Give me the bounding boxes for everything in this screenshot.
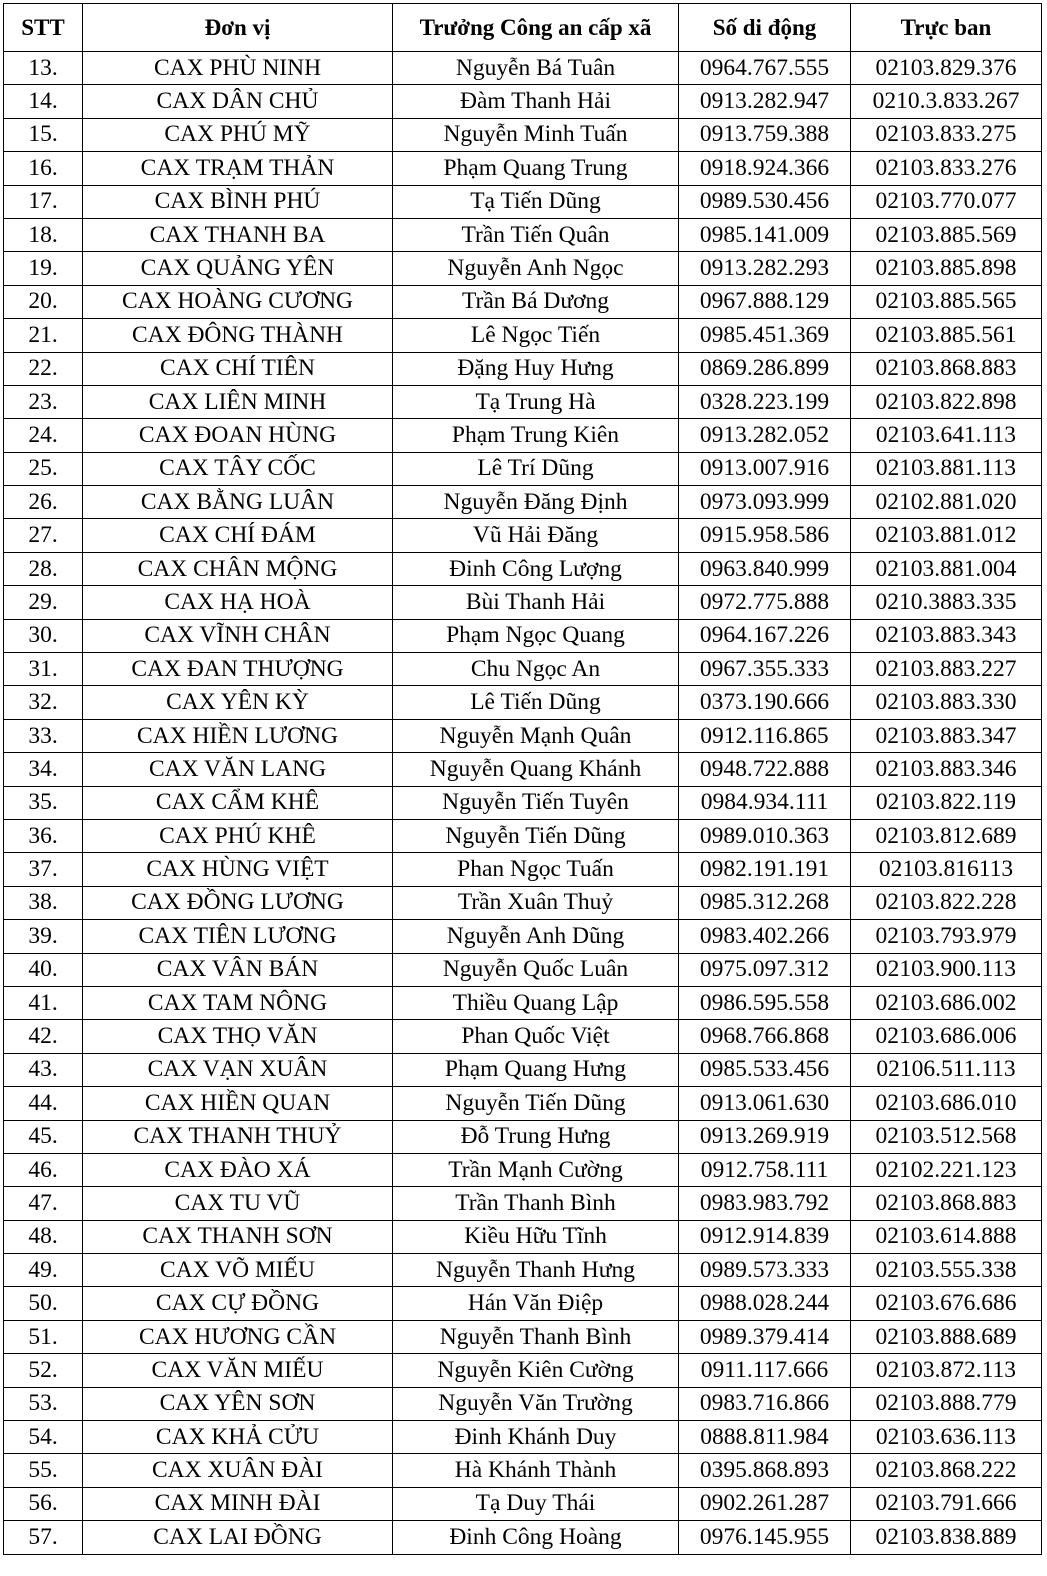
- cell-unit: CAX YÊN SƠN: [83, 1387, 393, 1420]
- cell-stt: 52.: [4, 1354, 83, 1387]
- header-stt: STT: [4, 4, 83, 52]
- cell-chief: Nguyễn Anh Ngọc: [393, 252, 679, 285]
- cell-stt: 57.: [4, 1521, 83, 1554]
- cell-chief: Nguyễn Bá Tuân: [393, 52, 679, 85]
- cell-chief: Lê Tiến Dũng: [393, 686, 679, 719]
- cell-chief: Đinh Công Lượng: [393, 552, 679, 585]
- cell-unit: CAX PHÚ KHÊ: [83, 819, 393, 852]
- table-row: [4, 218, 1042, 251]
- cell-duty: 02103.883.347: [851, 719, 1042, 752]
- cell-duty: 02103.833.275: [851, 118, 1042, 151]
- cell-stt: 23.: [4, 385, 83, 418]
- table-row: [4, 85, 1042, 118]
- cell-mobile: 0972.775.888: [679, 586, 851, 619]
- cell-chief: Phạm Trung Kiên: [393, 419, 679, 452]
- cell-chief: Phan Ngọc Tuấn: [393, 853, 679, 886]
- cell-chief: Nguyễn Kiên Cường: [393, 1354, 679, 1387]
- cell-duty: 0210.3.833.267: [851, 85, 1042, 118]
- cell-mobile: 0912.914.839: [679, 1220, 851, 1253]
- table-row: [4, 385, 1042, 418]
- cell-mobile: 0985.141.009: [679, 218, 851, 251]
- cell-duty: 02103.636.113: [851, 1421, 1042, 1454]
- table-row: [4, 719, 1042, 752]
- table-row: [4, 519, 1042, 552]
- table-row: [4, 352, 1042, 385]
- cell-duty: 02102.221.123: [851, 1153, 1042, 1186]
- cell-unit: CAX KHẢ CỬU: [83, 1421, 393, 1454]
- cell-duty: 02103.838.889: [851, 1521, 1042, 1554]
- table-row: [4, 1120, 1042, 1153]
- cell-duty: 02103.555.338: [851, 1254, 1042, 1287]
- table-row: [4, 285, 1042, 318]
- table-row: [4, 586, 1042, 619]
- cell-chief: Phan Quốc Việt: [393, 1020, 679, 1053]
- cell-mobile: 0964.767.555: [679, 52, 851, 85]
- cell-duty: 02102.881.020: [851, 486, 1042, 519]
- cell-unit: CAX CHÍ TIÊN: [83, 352, 393, 385]
- cell-unit: CAX VĂN MIẾU: [83, 1354, 393, 1387]
- cell-stt: 47.: [4, 1187, 83, 1220]
- table-row: [4, 52, 1042, 85]
- cell-chief: Chu Ngọc An: [393, 653, 679, 686]
- cell-mobile: 0912.758.111: [679, 1153, 851, 1186]
- header-row: [4, 4, 1042, 52]
- cell-mobile: 0913.007.916: [679, 452, 851, 485]
- cell-unit: CAX ĐÀO XÁ: [83, 1153, 393, 1186]
- cell-chief: Nguyễn Tiến Dũng: [393, 819, 679, 852]
- cell-stt: 15.: [4, 118, 83, 151]
- cell-unit: CAX VẠN XUÂN: [83, 1053, 393, 1086]
- cell-unit: CAX TIÊN LƯƠNG: [83, 920, 393, 953]
- cell-unit: CAX PHÚ MỸ: [83, 118, 393, 151]
- cell-unit: CAX VÕ MIẾU: [83, 1254, 393, 1287]
- cell-stt: 19.: [4, 252, 83, 285]
- table-row: [4, 819, 1042, 852]
- cell-chief: Nguyễn Quốc Luân: [393, 953, 679, 986]
- cell-duty: 02103.822.898: [851, 385, 1042, 418]
- cell-stt: 28.: [4, 552, 83, 585]
- cell-mobile: 0902.261.287: [679, 1487, 851, 1520]
- cell-duty: 02103.885.565: [851, 285, 1042, 318]
- cell-unit: CAX ĐOAN HÙNG: [83, 419, 393, 452]
- cell-unit: CAX YÊN KỲ: [83, 686, 393, 719]
- cell-duty: 02103.816113: [851, 853, 1042, 886]
- table-row: [4, 452, 1042, 485]
- table-row: [4, 1320, 1042, 1353]
- cell-duty: 02103.883.343: [851, 619, 1042, 652]
- cell-stt: 24.: [4, 419, 83, 452]
- cell-chief: Lê Trí Dũng: [393, 452, 679, 485]
- table-row: [4, 653, 1042, 686]
- cell-unit: CAX THANH SƠN: [83, 1220, 393, 1253]
- cell-mobile: 0985.533.456: [679, 1053, 851, 1086]
- cell-stt: 38.: [4, 886, 83, 919]
- cell-unit: CAX HÙNG VIỆT: [83, 853, 393, 886]
- cell-chief: Nguyễn Quang Khánh: [393, 753, 679, 786]
- cell-duty: 02103.641.113: [851, 419, 1042, 452]
- cell-duty: 02103.793.979: [851, 920, 1042, 953]
- cell-stt: 40.: [4, 953, 83, 986]
- cell-unit: CAX BÌNH PHÚ: [83, 185, 393, 218]
- cell-mobile: 0918.924.366: [679, 152, 851, 185]
- cell-stt: 35.: [4, 786, 83, 819]
- cell-mobile: 0973.093.999: [679, 486, 851, 519]
- cell-stt: 20.: [4, 285, 83, 318]
- cell-duty: 02103.822.119: [851, 786, 1042, 819]
- table-row: [4, 953, 1042, 986]
- cell-duty: 0210.3883.335: [851, 586, 1042, 619]
- cell-mobile: 0989.573.333: [679, 1254, 851, 1287]
- cell-stt: 49.: [4, 1254, 83, 1287]
- cell-stt: 51.: [4, 1320, 83, 1353]
- cell-duty: 02103.868.222: [851, 1454, 1042, 1487]
- cell-unit: CAX LIÊN MINH: [83, 385, 393, 418]
- cell-unit: CAX THANH BA: [83, 218, 393, 251]
- cell-chief: Thiều Quang Lập: [393, 986, 679, 1019]
- cell-chief: Đặng Huy Hưng: [393, 352, 679, 385]
- cell-duty: 02103.614.888: [851, 1220, 1042, 1253]
- cell-chief: Nguyễn Thanh Bình: [393, 1320, 679, 1353]
- table-row: [4, 252, 1042, 285]
- cell-unit: CAX TÂY CỐC: [83, 452, 393, 485]
- cell-chief: Nguyễn Mạnh Quân: [393, 719, 679, 752]
- header-duty: Trực ban: [851, 4, 1042, 52]
- contact-table: [3, 3, 1042, 1555]
- cell-duty: 02103.881.113: [851, 452, 1042, 485]
- table-row: [4, 1387, 1042, 1420]
- cell-mobile: 0983.402.266: [679, 920, 851, 953]
- cell-chief: Đinh Khánh Duy: [393, 1421, 679, 1454]
- cell-chief: Đàm Thanh Hải: [393, 85, 679, 118]
- cell-unit: CAX ĐỒNG LƯƠNG: [83, 886, 393, 919]
- cell-chief: Vũ Hải Đăng: [393, 519, 679, 552]
- cell-mobile: 0913.269.919: [679, 1120, 851, 1153]
- table-row: [4, 419, 1042, 452]
- cell-stt: 16.: [4, 152, 83, 185]
- cell-chief: Nguyễn Minh Tuấn: [393, 118, 679, 151]
- cell-mobile: 0985.312.268: [679, 886, 851, 919]
- cell-chief: Tạ Trung Hà: [393, 385, 679, 418]
- table-row: [4, 1354, 1042, 1387]
- cell-unit: CAX THỌ VĂN: [83, 1020, 393, 1053]
- cell-unit: CAX DÂN CHỦ: [83, 85, 393, 118]
- cell-duty: 02103.883.330: [851, 686, 1042, 719]
- cell-mobile: 0988.028.244: [679, 1287, 851, 1320]
- cell-unit: CAX CẨM KHÊ: [83, 786, 393, 819]
- table-row: [4, 1153, 1042, 1186]
- cell-duty: 02103.512.568: [851, 1120, 1042, 1153]
- table-row: [4, 1254, 1042, 1287]
- cell-duty: 02103.812.689: [851, 819, 1042, 852]
- table-row: [4, 118, 1042, 151]
- cell-chief: Bùi Thanh Hải: [393, 586, 679, 619]
- cell-chief: Phạm Quang Hưng: [393, 1053, 679, 1086]
- cell-stt: 50.: [4, 1287, 83, 1320]
- cell-stt: 34.: [4, 753, 83, 786]
- cell-stt: 32.: [4, 686, 83, 719]
- table-row: [4, 1187, 1042, 1220]
- cell-mobile: 0963.840.999: [679, 552, 851, 585]
- table-row: [4, 886, 1042, 919]
- cell-unit: CAX ĐAN THƯỢNG: [83, 653, 393, 686]
- cell-duty: 02103.833.276: [851, 152, 1042, 185]
- cell-mobile: 0913.282.293: [679, 252, 851, 285]
- cell-chief: Đinh Công Hoàng: [393, 1521, 679, 1554]
- table-row: [4, 1454, 1042, 1487]
- cell-unit: CAX HOÀNG CƯƠNG: [83, 285, 393, 318]
- cell-mobile: 0984.934.111: [679, 786, 851, 819]
- cell-unit: CAX TU VŨ: [83, 1187, 393, 1220]
- cell-stt: 26.: [4, 486, 83, 519]
- cell-stt: 21.: [4, 319, 83, 352]
- table-row: [4, 853, 1042, 886]
- cell-unit: CAX BẰNG LUÂN: [83, 486, 393, 519]
- cell-stt: 45.: [4, 1120, 83, 1153]
- cell-duty: 02103.881.004: [851, 552, 1042, 585]
- cell-mobile: 0982.191.191: [679, 853, 851, 886]
- cell-mobile: 0983.983.792: [679, 1187, 851, 1220]
- cell-mobile: 0985.451.369: [679, 319, 851, 352]
- cell-chief: Nguyễn Văn Trường: [393, 1387, 679, 1420]
- cell-stt: 33.: [4, 719, 83, 752]
- cell-stt: 41.: [4, 986, 83, 1019]
- cell-stt: 29.: [4, 586, 83, 619]
- table-row: [4, 552, 1042, 585]
- cell-chief: Trần Mạnh Cường: [393, 1153, 679, 1186]
- table-row: [4, 185, 1042, 218]
- cell-unit: CAX HƯƠNG CẦN: [83, 1320, 393, 1353]
- cell-unit: CAX LAI ĐỒNG: [83, 1521, 393, 1554]
- cell-unit: CAX HIỀN LƯƠNG: [83, 719, 393, 752]
- cell-duty: 02106.511.113: [851, 1053, 1042, 1086]
- table-row: [4, 619, 1042, 652]
- cell-stt: 46.: [4, 1153, 83, 1186]
- cell-unit: CAX HIỀN QUAN: [83, 1087, 393, 1120]
- cell-stt: 30.: [4, 619, 83, 652]
- cell-mobile: 0983.716.866: [679, 1387, 851, 1420]
- cell-duty: 02103.791.666: [851, 1487, 1042, 1520]
- cell-mobile: 0968.766.868: [679, 1020, 851, 1053]
- cell-duty: 02103.686.006: [851, 1020, 1042, 1053]
- cell-chief: Phạm Quang Trung: [393, 152, 679, 185]
- cell-mobile: 0976.145.955: [679, 1521, 851, 1554]
- cell-mobile: 0913.282.947: [679, 85, 851, 118]
- cell-mobile: 0964.167.226: [679, 619, 851, 652]
- cell-unit: CAX CHÍ ĐÁM: [83, 519, 393, 552]
- cell-mobile: 0913.759.388: [679, 118, 851, 151]
- cell-chief: Trần Xuân Thuỷ: [393, 886, 679, 919]
- table-row: [4, 1487, 1042, 1520]
- cell-duty: 02103.770.077: [851, 185, 1042, 218]
- cell-chief: Tạ Tiến Dũng: [393, 185, 679, 218]
- cell-mobile: 0869.286.899: [679, 352, 851, 385]
- cell-mobile: 0967.355.333: [679, 653, 851, 686]
- header-mobile: Số di động: [679, 4, 851, 52]
- cell-duty: 02103.686.002: [851, 986, 1042, 1019]
- cell-stt: 22.: [4, 352, 83, 385]
- cell-mobile: 0915.958.586: [679, 519, 851, 552]
- cell-stt: 39.: [4, 920, 83, 953]
- cell-unit: CAX QUẢNG YÊN: [83, 252, 393, 285]
- table-row: [4, 1220, 1042, 1253]
- cell-duty: 02103.829.376: [851, 52, 1042, 85]
- cell-mobile: 0373.190.666: [679, 686, 851, 719]
- cell-chief: Hà Khánh Thành: [393, 1454, 679, 1487]
- cell-stt: 43.: [4, 1053, 83, 1086]
- cell-chief: Nguyễn Đăng Định: [393, 486, 679, 519]
- cell-unit: CAX HẠ HOÀ: [83, 586, 393, 619]
- cell-unit: CAX TRẠM THẢN: [83, 152, 393, 185]
- cell-chief: Nguyễn Thanh Hưng: [393, 1254, 679, 1287]
- cell-unit: CAX TAM NÔNG: [83, 986, 393, 1019]
- cell-stt: 42.: [4, 1020, 83, 1053]
- table-row: [4, 319, 1042, 352]
- cell-chief: Phạm Ngọc Quang: [393, 619, 679, 652]
- table-row: [4, 152, 1042, 185]
- cell-unit: CAX PHÙ NINH: [83, 52, 393, 85]
- cell-unit: CAX XUÂN ĐÀI: [83, 1454, 393, 1487]
- cell-chief: Nguyễn Anh Dũng: [393, 920, 679, 953]
- cell-chief: Trần Thanh Bình: [393, 1187, 679, 1220]
- cell-stt: 44.: [4, 1087, 83, 1120]
- table-row: [4, 1521, 1042, 1554]
- cell-stt: 13.: [4, 52, 83, 85]
- cell-unit: CAX CHÂN MỘNG: [83, 552, 393, 585]
- cell-chief: Nguyễn Tiến Tuyên: [393, 786, 679, 819]
- header-unit: Đơn vị: [83, 4, 393, 52]
- cell-mobile: 0967.888.129: [679, 285, 851, 318]
- cell-mobile: 0989.379.414: [679, 1320, 851, 1353]
- table-row: [4, 920, 1042, 953]
- cell-duty: 02103.872.113: [851, 1354, 1042, 1387]
- table-row: [4, 753, 1042, 786]
- cell-duty: 02103.888.779: [851, 1387, 1042, 1420]
- table-row: [4, 1053, 1042, 1086]
- cell-stt: 48.: [4, 1220, 83, 1253]
- cell-chief: Kiều Hữu Tĩnh: [393, 1220, 679, 1253]
- cell-chief: Trần Bá Dương: [393, 285, 679, 318]
- cell-stt: 56.: [4, 1487, 83, 1520]
- cell-mobile: 0986.595.558: [679, 986, 851, 1019]
- cell-duty: 02103.885.569: [851, 218, 1042, 251]
- cell-stt: 18.: [4, 218, 83, 251]
- cell-unit: CAX VÂN BÁN: [83, 953, 393, 986]
- cell-duty: 02103.885.898: [851, 252, 1042, 285]
- cell-mobile: 0948.722.888: [679, 753, 851, 786]
- cell-chief: Đỗ Trung Hưng: [393, 1120, 679, 1153]
- cell-stt: 25.: [4, 452, 83, 485]
- table-row: [4, 1020, 1042, 1053]
- cell-duty: 02103.900.113: [851, 953, 1042, 986]
- cell-mobile: 0975.097.312: [679, 953, 851, 986]
- table-row: [4, 686, 1042, 719]
- cell-mobile: 0989.010.363: [679, 819, 851, 852]
- cell-unit: CAX ĐÔNG THÀNH: [83, 319, 393, 352]
- cell-duty: 02103.888.689: [851, 1320, 1042, 1353]
- cell-stt: 17.: [4, 185, 83, 218]
- cell-duty: 02103.686.010: [851, 1087, 1042, 1120]
- cell-unit: CAX VĨNH CHÂN: [83, 619, 393, 652]
- cell-unit: CAX VĂN LANG: [83, 753, 393, 786]
- cell-mobile: 0913.282.052: [679, 419, 851, 452]
- cell-chief: Trần Tiến Quân: [393, 218, 679, 251]
- cell-mobile: 0328.223.199: [679, 385, 851, 418]
- cell-chief: Hán Văn Điệp: [393, 1287, 679, 1320]
- cell-chief: Tạ Duy Thái: [393, 1487, 679, 1520]
- cell-duty: 02103.881.012: [851, 519, 1042, 552]
- cell-duty: 02103.885.561: [851, 319, 1042, 352]
- cell-stt: 54.: [4, 1421, 83, 1454]
- cell-stt: 53.: [4, 1387, 83, 1420]
- table-row: [4, 1087, 1042, 1120]
- cell-stt: 31.: [4, 653, 83, 686]
- table-row: [4, 786, 1042, 819]
- cell-stt: 55.: [4, 1454, 83, 1487]
- cell-chief: Nguyễn Tiến Dũng: [393, 1087, 679, 1120]
- cell-duty: 02103.868.883: [851, 1187, 1042, 1220]
- cell-stt: 36.: [4, 819, 83, 852]
- cell-duty: 02103.883.227: [851, 653, 1042, 686]
- cell-mobile: 0911.117.666: [679, 1354, 851, 1387]
- cell-unit: CAX MINH ĐÀI: [83, 1487, 393, 1520]
- cell-unit: CAX CỰ ĐỒNG: [83, 1287, 393, 1320]
- cell-stt: 14.: [4, 85, 83, 118]
- cell-mobile: 0395.868.893: [679, 1454, 851, 1487]
- table-row: [4, 986, 1042, 1019]
- table-body: [4, 52, 1042, 1555]
- cell-mobile: 0913.061.630: [679, 1087, 851, 1120]
- cell-duty: 02103.676.686: [851, 1287, 1042, 1320]
- header-chief: Trưởng Công an cấp xã: [393, 4, 679, 52]
- cell-mobile: 0912.116.865: [679, 719, 851, 752]
- table-row: [4, 1421, 1042, 1454]
- cell-mobile: 0888.811.984: [679, 1421, 851, 1454]
- cell-duty: 02103.868.883: [851, 352, 1042, 385]
- cell-stt: 27.: [4, 519, 83, 552]
- table-row: [4, 486, 1042, 519]
- table-row: [4, 1287, 1042, 1320]
- cell-duty: 02103.883.346: [851, 753, 1042, 786]
- cell-unit: CAX THANH THUỶ: [83, 1120, 393, 1153]
- cell-stt: 37.: [4, 853, 83, 886]
- cell-chief: Lê Ngọc Tiến: [393, 319, 679, 352]
- cell-duty: 02103.822.228: [851, 886, 1042, 919]
- cell-mobile: 0989.530.456: [679, 185, 851, 218]
